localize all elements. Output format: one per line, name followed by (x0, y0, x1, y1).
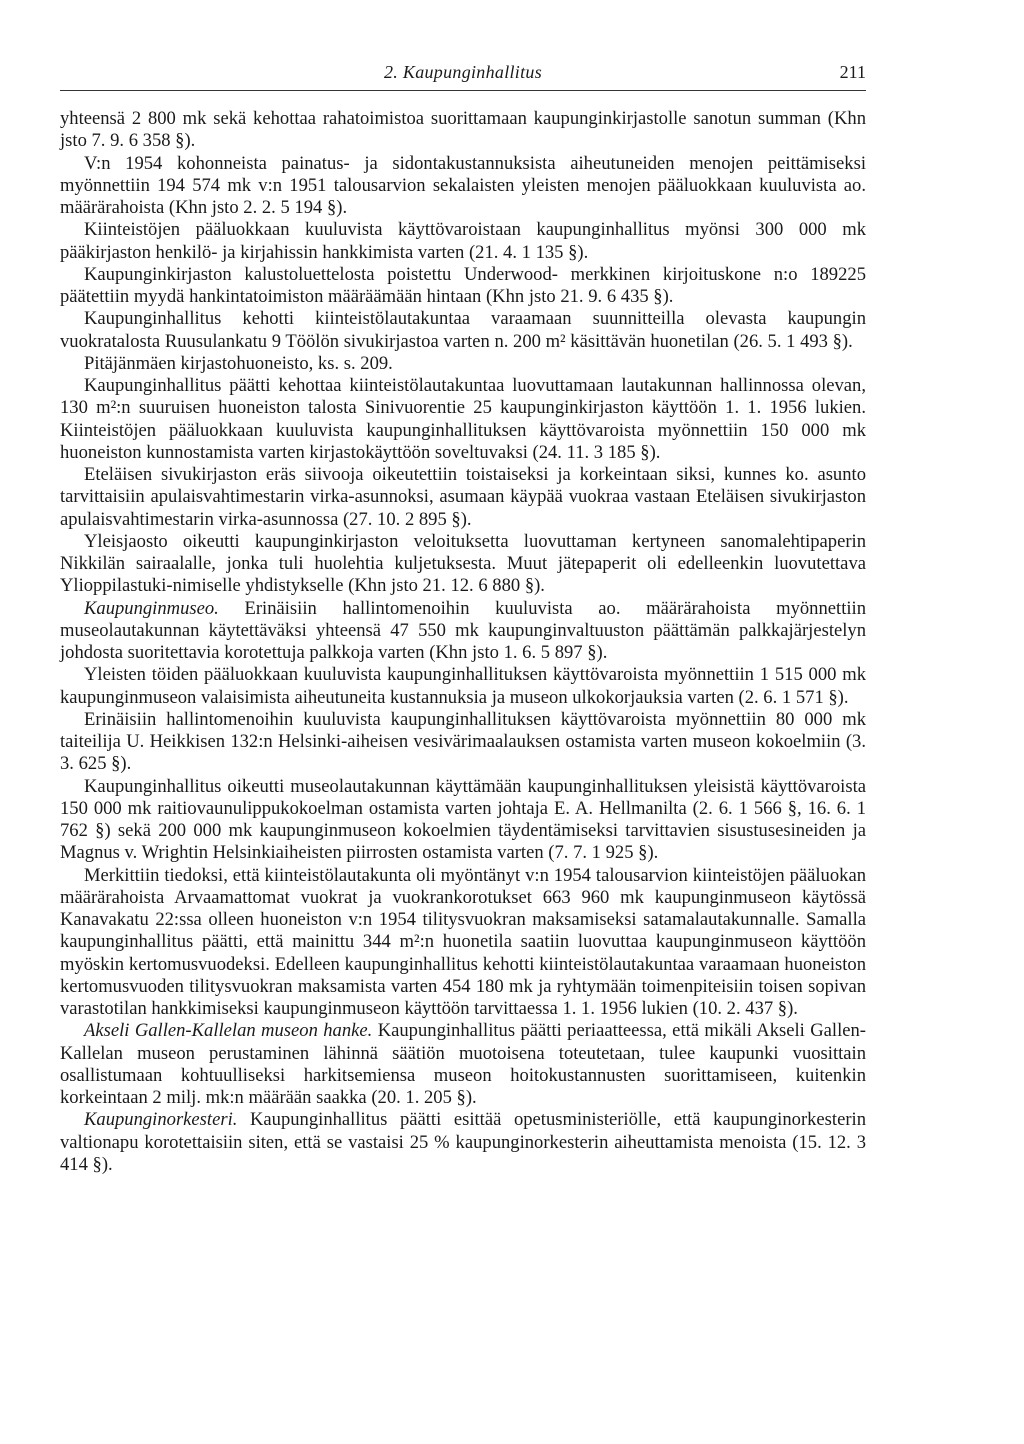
paragraph: Kaupunginhallitus kehotti kiinteistölautakuntaa varaamaan suunnitteilla olevasta kaupungin vuokratalosta Ruusulankatu 9 Töölön sivukirjastoa varten n. 200 m² käsittävän huonetilan (26. 5. 1 493 §). (60, 308, 866, 352)
page-header (60, 58, 866, 91)
section-heading: Akseli Gallen-Kallelan museon hanke. (84, 1020, 373, 1042)
paragraph: Kaupunginhallitus päätti kehottaa kiinteistölautakuntaa luovuttamaan lautakunnan hallinnossa olevan, 130 m²:n suuruisen huoneiston talosta Sinivuorentie 25 kaupunginkirjaston käyttöön 1. 1. 1956 lukien. Kiinteistöjen pääluokkaan kuuluvista kaupunginhallituksen käyttövaroista myönnettiin 150 000 mk huoneiston kunnostamista varten kirjastokäyttöön soveltuvaksi (24. 11. 3 185 §). (60, 375, 866, 463)
paragraph: Erinäisiin hallintomenoihin kuuluvista kaupunginhallituksen käyttövaroista myönnettiin 80 000 mk taiteilija U. Heikkisen 132:n Helsinki-aiheisen vesivärimaalauksen ostamista varten museon kokoelmiin (3. 3. 625 §). (60, 708, 866, 775)
section-heading: Kaupunginorkesteri. (84, 1109, 238, 1131)
paragraph: V:n 1954 kohonneista painatus- ja sidontakustannuksista aiheutuneiden menojen peittämiseksi myönnettiin 194 574 mk v:n 1951 talousarvion sekalaisten yleisten menojen pääluokkaan kuuluvista ao. määrärahoista (Khn jsto 2. 2. 5 194 §). (60, 152, 866, 218)
paragraph: Kiinteistöjen pääluokkaan kuuluvista käyttövaroistaan kaupunginhallitus myönsi 300 000 mk pääkirjaston henkilö- ja kirjahissin hankkimista varten (21. 4. 1 135 §). (60, 219, 866, 263)
paragraph: Kaupunginhallitus oikeutti museolautakunnan käyttämään kaupunginhallituksen yleisistä käyttövaroista 150 000 mk raitiovaunulippukokoelman ostamista varten johtaja E. A. Hellmanilta (2. 6. 1 566 §, 16. 6. 1 762 §) sekä 200 000 mk kaupunginmuseon kokoelmien täydentämiseksi tarvittavien sisustusesineiden ja Magnus v. Wrightin Helsinkiaiheisten piirrosten ostamista varten (7. 7. 1 925 §). (60, 775, 866, 864)
running-title: 2. Kaupunginhallitus (383, 62, 542, 82)
paragraph: Yleisten töiden pääluokkaan kuuluvista kaupunginhallituksen käyttövaroista myönnettiin 1 515 000 mk kaupunginmuseon valaisimista aiheutuneita kustannuksia ja museon ulkokorjauksia varten (2. 6. 1 571 §). (60, 664, 866, 708)
page-number: 211 (839, 62, 866, 82)
section-paragraph-kaupunginorkesteri: Kaupunginorkesteri. Kaupunginhallitus päätti esittää opetusministeriölle, että kaupunginorkesterin valtionapu korotettaisiin siten, että se vastaisi 25 % kaupunginorkesterin aiheuttamista menoista (15. 12. 3 414 §). (60, 1109, 866, 1175)
paragraph: Yleisjaosto oikeutti kaupunginkirjaston veloituksetta luovuttaman kertyneen sanomalehtipaperin Nikkilän sairaalalle, jonka tuli huolehtia kuljetuksesta. Muut jätepaperit oli edelleenkin luovutettava Ylioppilastuki-nimiselle yhdistykselle (Khn jsto 21. 12. 6 880 §). (60, 530, 866, 597)
paragraph: yhteensä 2 800 mk sekä kehottaa rahatoimistoa suorittamaan kaupunginkirjastolle sanotun summan (Khn jsto 7. 9. 6 358 §). (60, 108, 866, 152)
paragraph: Merkittiin tiedoksi, että kiinteistölautakunta oli myöntänyt v:n 1954 talousarvion kiinteistöjen pääluokan määrärahoista Arvaamattomat vuokrat ja vuokrankorotukset 663 960 mk kaupunginmuseon käytössä Kanavakatu 22:ssa olleen huoneiston v:n 1954 tilitysvuokran maksamiseksi satamalautakunnalle. Samalla kaupunginhallitus päätti, että mainittu 344 m²:n huonetila saatiin luovuttaa kaupunginmuseon käyttöön myöskin kertomusvuodeksi. Edelleen kaupunginhallitus kehotti kiinteistölautakuntaa varaamaan huoneiston kertomusvuoden tilitysvuokran maksamista varten 454 180 mk ja ryhtymään toimenpiteisiin toisen sopivan varastotilan hankkimiseksi kaupunginmuseon käyttöön tarvittaessa 1. 1. 1956 lukien (10. 2. 437 §). (60, 864, 866, 1019)
section-heading: Kaupunginmuseo. (84, 597, 219, 619)
page-body (60, 108, 866, 1176)
section-paragraph-gallen-kallela: Akseli Gallen-Kallelan museon hanke. Kaupunginhallitus päätti periaatteessa, että mikäli Akseli Gallen-Kallelan museon perustaminen lähinnä säätiön muotoisena toteutetaan, tulee kaupunki vuosittain osallistumaan kohtuulliseksi harkitsemiensa museon hoitokustannusten suorittamiseen, kuitenkin korkeintaan 2 milj. mk:n määrään saakka (20. 1. 205 §). (60, 1020, 866, 1108)
paragraph: Kaupunginkirjaston kalustoluettelosta poistettu Underwood- merkkinen kirjoituskone n:o 189225 päätettiin myydä hankintatoimiston määräämään hintaan (Khn jsto 21. 9. 6 435 §). (60, 263, 866, 307)
paragraph: Eteläisen sivukirjaston eräs siivooja oikeutettiin toistaiseksi ja korkeintaan siksi, kunnes ko. asunto tarvittaisiin apulaisvahtimestarin virka-asunnoksi, asumaan käypää vuokraa vastaan Eteläisen sivukirjaston apulaisvahtimestarin virka-asunnossa (27. 10. 2 895 §). (60, 464, 866, 530)
section-paragraph-kaupunginmuseo: Kaupunginmuseo. Erinäisiin hallintomenoihin kuuluvista ao. määrärahoista myönnettiin museolautakunnan käytettäväksi yhteensä 47 550 mk kaupunginvaltuuston päättämän palkkajärjestelyn johdosta suoritettavia korotettuja palkkoja varten (Khn jsto 1. 6. 5 897 §). (60, 597, 866, 663)
paragraph: Pitäjänmäen kirjastohuoneisto, ks. s. 209. (84, 352, 393, 374)
